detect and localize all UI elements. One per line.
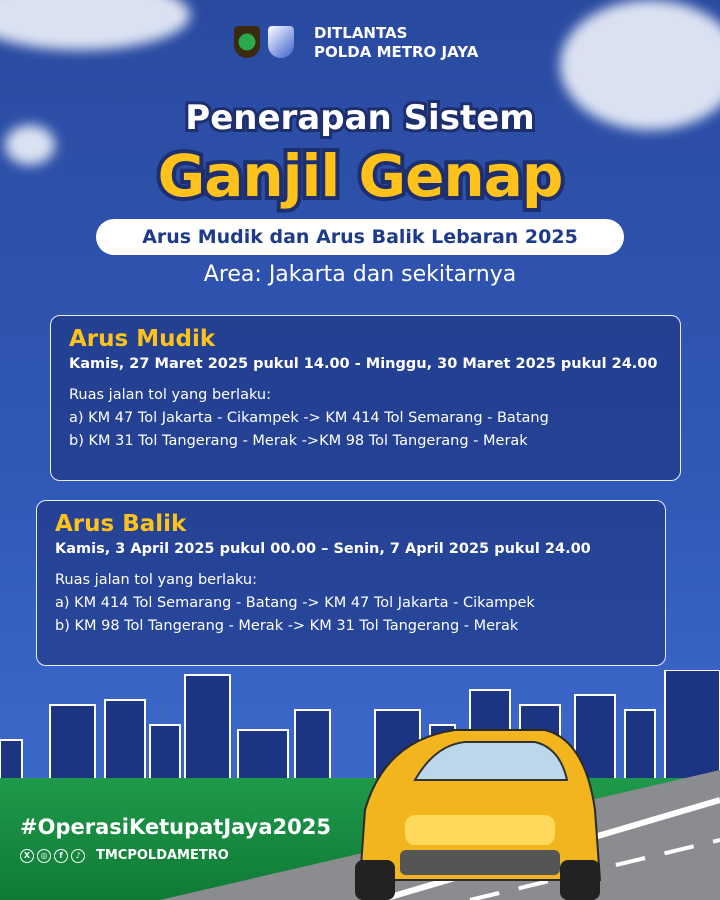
- instagram-icon: ◎: [37, 849, 51, 863]
- mudik-intro: Ruas jalan tol yang berlaku:: [69, 387, 271, 403]
- card-arus-mudik: [50, 315, 681, 481]
- balik-date: Kamis, 3 April 2025 pukul 00.00 – Senin, 7 April 2025 pukul 24.00: [55, 541, 591, 557]
- tiktok-icon: ♪: [71, 849, 85, 863]
- org-line1: DITLANTAS: [314, 24, 408, 42]
- social-handle: TMCPOLDAMETRO: [96, 848, 229, 863]
- yellow-car: [345, 720, 605, 900]
- polri-logo: [234, 26, 260, 58]
- cloud: [0, 0, 190, 50]
- facebook-icon: f: [54, 849, 68, 863]
- lantas-logo: [268, 26, 294, 58]
- hashtag: #OperasiKetupatJaya2025: [20, 815, 331, 839]
- logos: [234, 26, 294, 58]
- mudik-heading: Arus Mudik: [69, 326, 216, 352]
- social-bar: [20, 848, 229, 863]
- area-text: Area: Jakarta dan sekitarnya: [203, 262, 517, 287]
- title-line2: Ganjil Genap: [157, 142, 563, 210]
- card-arus-balik: [36, 500, 666, 666]
- balik-route: a) KM 414 Tol Semarang - Batang -> KM 47 Tol Jakarta - Cikampek: [55, 595, 535, 611]
- mudik-date: Kamis, 27 Maret 2025 pukul 14.00 - Minggu, 30 Maret 2025 pukul 24.00: [69, 356, 658, 372]
- org-name: [314, 24, 478, 62]
- balik-route: b) KM 98 Tol Tangerang - Merak -> KM 31 Tol Tangerang - Merak: [55, 618, 519, 634]
- org-line2: POLDA METRO JAYA: [314, 43, 479, 61]
- balik-intro: Ruas jalan tol yang berlaku:: [55, 572, 257, 588]
- balik-heading: Arus Balik: [55, 511, 187, 537]
- x-icon: X: [20, 849, 34, 863]
- mudik-route: a) KM 47 Tol Jakarta - Cikampek -> KM 414 Tol Semarang - Batang: [69, 410, 549, 426]
- subtitle-pill: Arus Mudik dan Arus Balik Lebaran 2025: [96, 219, 624, 255]
- mudik-route: b) KM 31 Tol Tangerang - Merak ->KM 98 Tol Tangerang - Merak: [69, 433, 528, 449]
- title-line1: Penerapan Sistem: [185, 98, 535, 138]
